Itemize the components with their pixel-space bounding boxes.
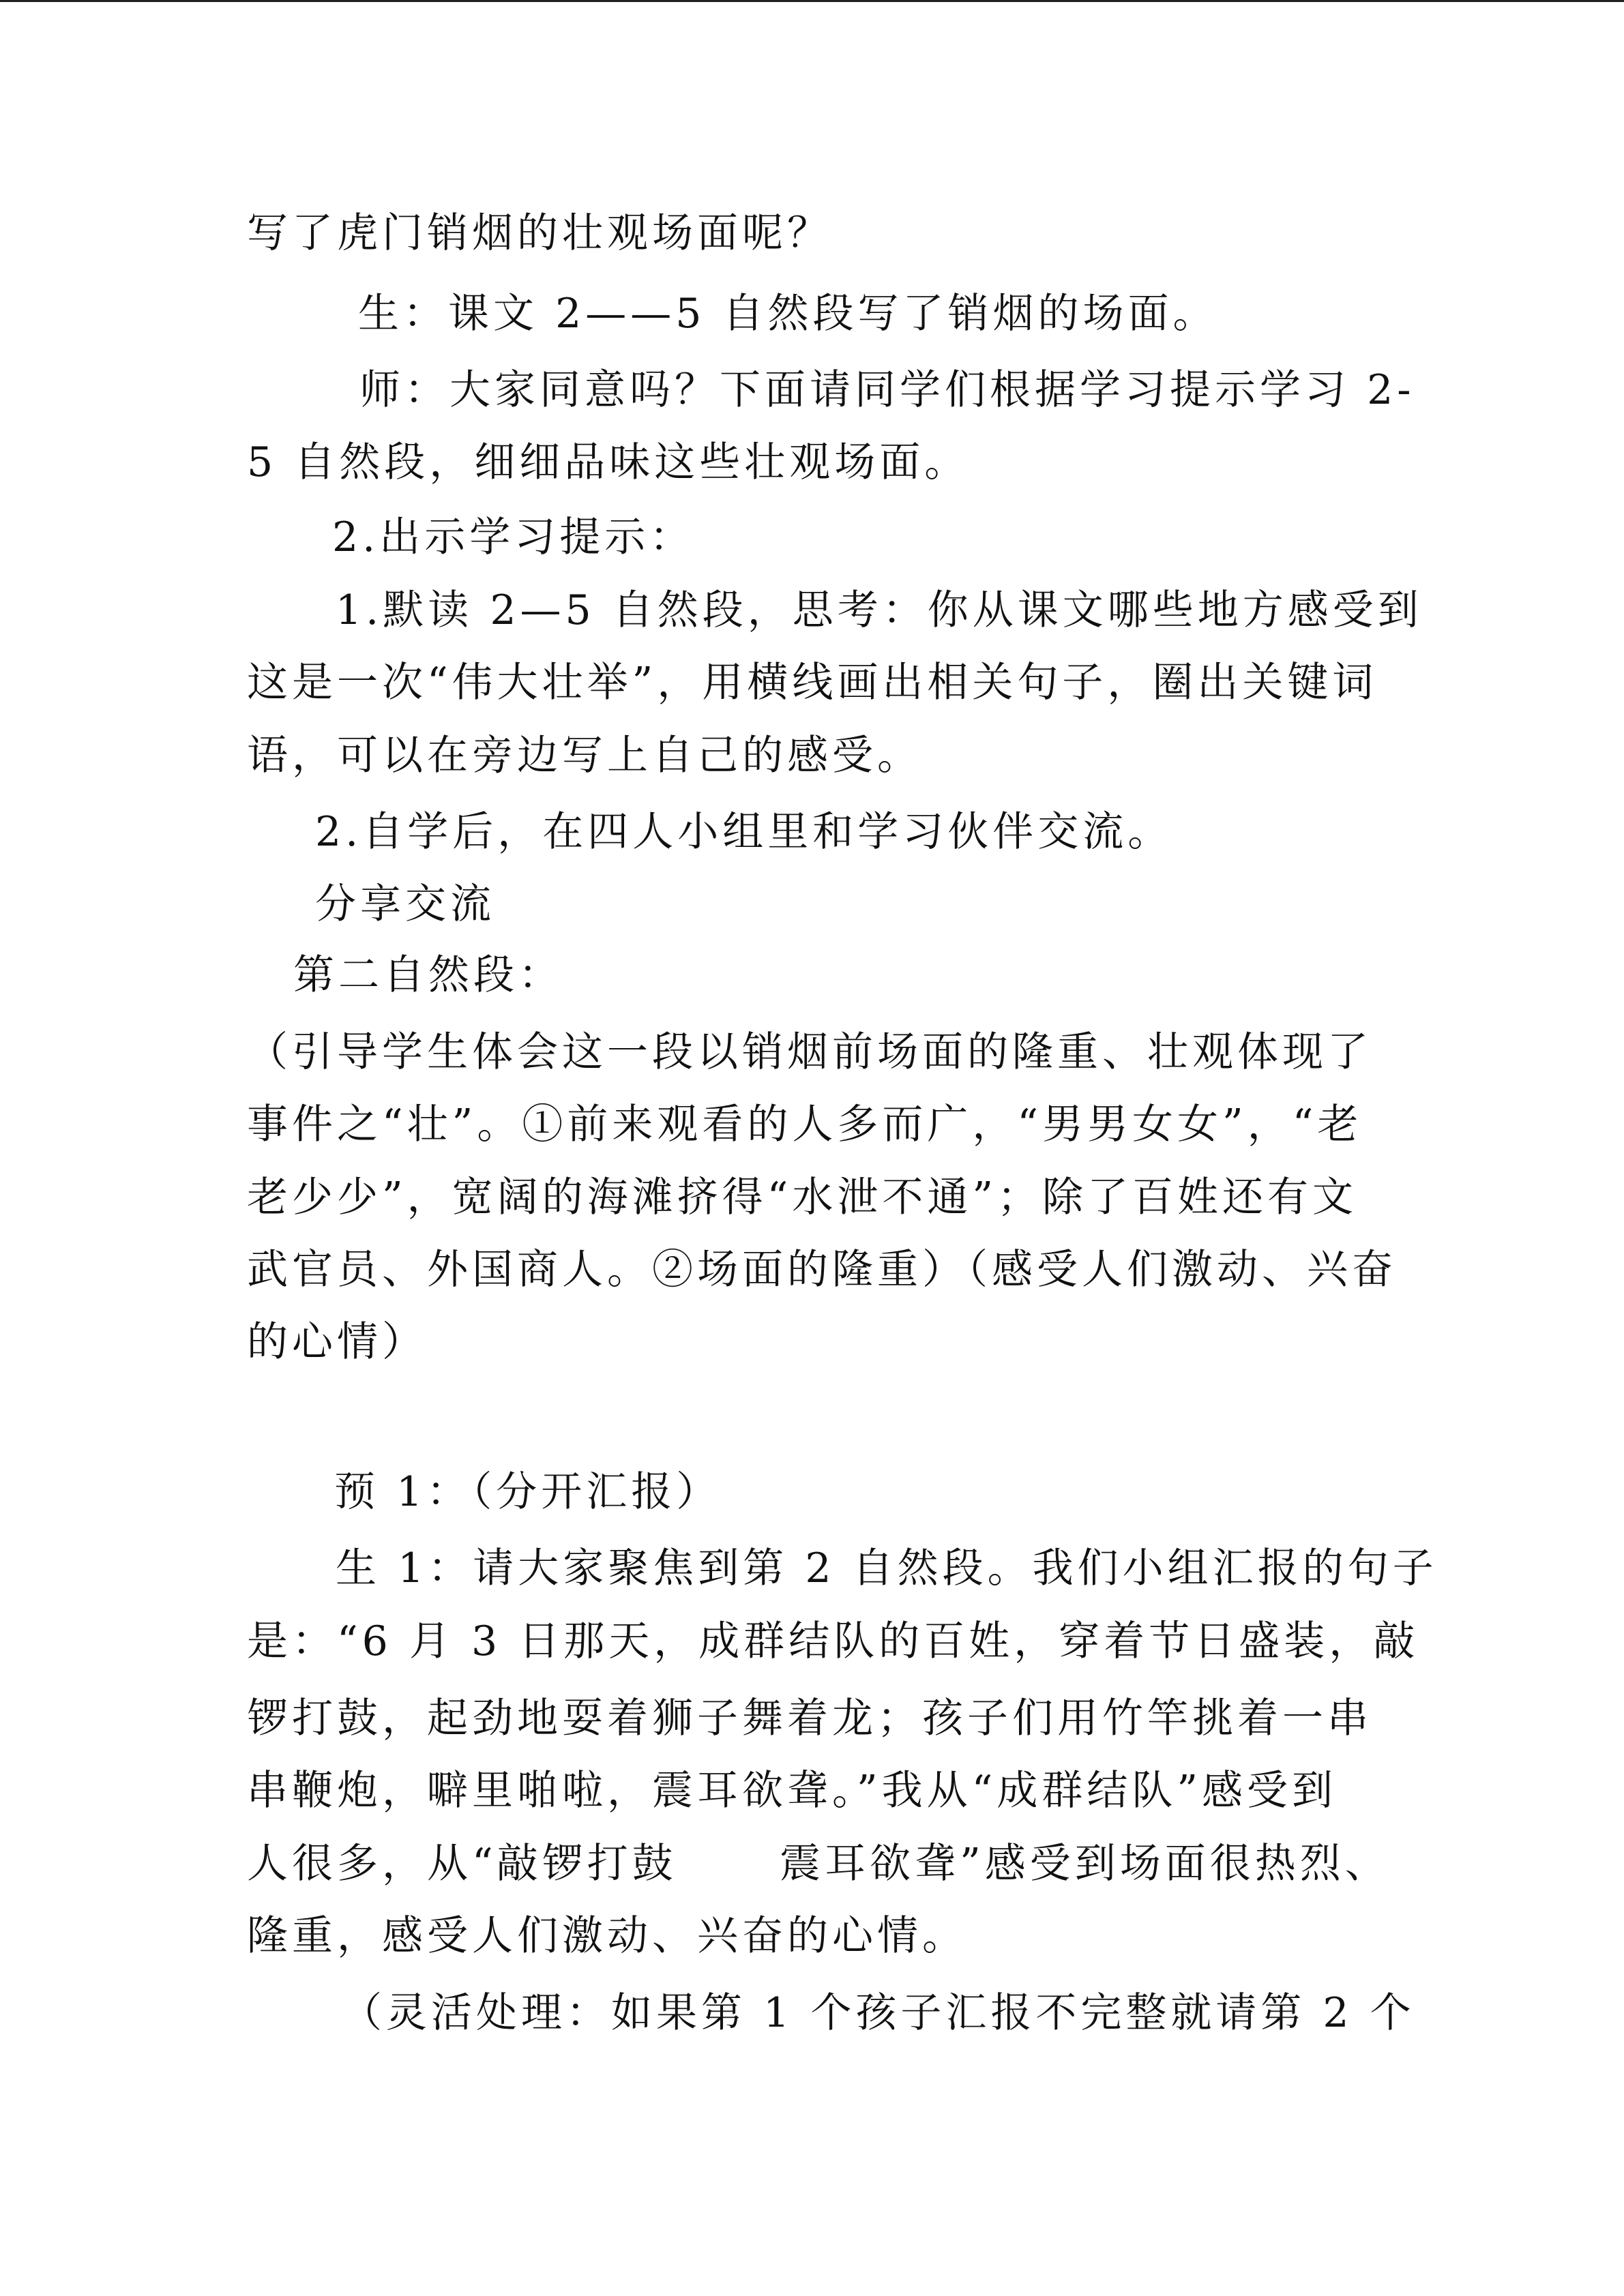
text-line: 预 1：（分开汇报）	[334, 1468, 722, 1516]
text-line: 人很多，从“敲锣打鼓 震耳欲聋”感受到场面很热烈、	[247, 1840, 1390, 1888]
text-line: 是：“6 月 3 日那天，成群结队的百姓，穿着节日盛装，敲	[247, 1617, 1419, 1665]
text-line: 生：课文 2——5 自然段写了销烟的场面。	[358, 290, 1218, 338]
text-line: 生 1：请大家聚焦到第 2 自然段。我们小组汇报的句子	[336, 1545, 1438, 1592]
text-line: 事件之“壮”。①前来观看的人多而广，“男男女女”，“老	[247, 1101, 1363, 1148]
text-line: 老少少”，宽阔的海滩挤得“水泄不通”；除了百姓还有文	[247, 1174, 1358, 1221]
text-line: 师：大家同意吗？下面请同学们根据学习提示学习 2-	[359, 366, 1415, 414]
text-line: 分享交流	[315, 880, 495, 928]
text-line: 武官员、外国商人。②场面的隆重）（感受人们激动、兴奋	[247, 1246, 1397, 1294]
text-line: 隆重，感受人们激动、兴奋的心情。	[247, 1912, 967, 1960]
text-line: 2.自学后，在四人小组里和学习伙伴交流。	[315, 808, 1173, 856]
text-line: （灵活处理：如果第 1 个孩子汇报不完整就请第 2 个	[341, 1989, 1415, 2037]
text-line: 5 自然段，细细品味这些壮观场面。	[247, 438, 970, 486]
text-line: 2.出示学习提示：	[332, 513, 695, 561]
text-line: 锣打鼓，起劲地耍着狮子舞着龙；孩子们用竹竿挑着一串	[247, 1695, 1372, 1742]
text-line: 语，可以在旁边写上自己的感受。	[247, 732, 922, 779]
text-line: 写了虎门销烟的壮观场面呢？	[247, 209, 832, 257]
text-line: 的心情）	[247, 1318, 427, 1366]
text-line: 串鞭炮，噼里啪啦，震耳欲聋。”我从“成群结队”感受到	[247, 1767, 1338, 1815]
text-line: 这是一次“伟大壮举”，用横线画出相关句子，圈出关键词	[247, 659, 1378, 706]
text-line: 第二自然段：	[293, 951, 563, 999]
text-line: （引导学生体会这一段以销烟前场面的隆重、壮观体现了	[247, 1028, 1372, 1076]
text-line: 1.默读 2—5 自然段，思考：你从课文哪些地方感受到	[336, 586, 1423, 634]
